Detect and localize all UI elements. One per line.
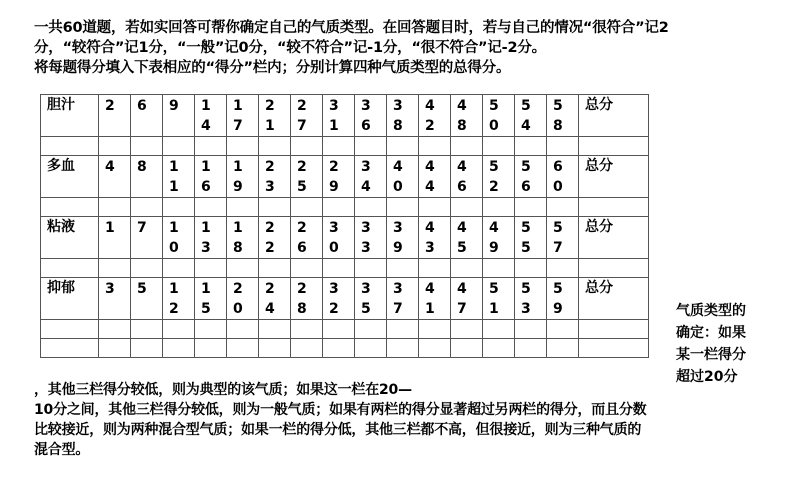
question-number-text: 17	[233, 98, 243, 134]
question-number	[419, 95, 451, 137]
score-cell[interactable]	[355, 259, 387, 278]
score-cell[interactable]	[195, 320, 227, 339]
question-number	[291, 217, 323, 259]
question-number-text: 46	[457, 159, 467, 195]
score-cell[interactable]	[515, 259, 547, 278]
question-number	[227, 95, 259, 137]
question-number-text: 44	[425, 159, 435, 195]
score-entry-row	[41, 198, 649, 217]
score-cell[interactable]	[579, 339, 649, 358]
question-number	[131, 217, 163, 259]
question-number-text: 11	[169, 159, 179, 195]
question-number-text: 31	[329, 98, 339, 134]
question-number	[99, 278, 131, 320]
score-cell[interactable]	[163, 339, 195, 358]
score-cell[interactable]	[419, 339, 451, 358]
score-cell[interactable]	[259, 320, 291, 339]
question-number	[195, 217, 227, 259]
question-number	[451, 95, 483, 137]
question-number	[451, 217, 483, 259]
score-cell[interactable]	[41, 320, 99, 339]
question-number	[259, 95, 291, 137]
question-number-text: 47	[457, 281, 467, 317]
score-cell[interactable]	[547, 198, 579, 217]
score-cell[interactable]	[547, 339, 579, 358]
question-number-text: 52	[489, 159, 499, 195]
question-number-text: 12	[169, 281, 179, 317]
question-number	[355, 278, 387, 320]
question-number-text: 48	[457, 98, 467, 134]
question-number-text: 42	[425, 98, 435, 134]
temperament-label: 抑郁	[41, 278, 99, 320]
score-cell[interactable]	[355, 339, 387, 358]
question-number-text: 10	[169, 220, 179, 256]
conclusion-line: 10分之间，其他三栏得分较低，则为一般气质；如果有两栏的得分显著超过另两栏的得分，而且分数	[34, 402, 647, 418]
question-number	[163, 217, 195, 259]
question-row	[41, 95, 649, 137]
conclusion-line: 比较接近，则为两种混合型气质；如果一栏的得分低，其他三栏都不高，但很接近，则为三种气质的	[34, 422, 642, 438]
score-cell[interactable]	[515, 320, 547, 339]
question-number	[419, 278, 451, 320]
score-cell[interactable]	[291, 320, 323, 339]
score-cell[interactable]	[291, 198, 323, 217]
question-number	[163, 278, 195, 320]
question-number	[291, 278, 323, 320]
question-number	[515, 217, 547, 259]
question-number	[291, 95, 323, 137]
total-label: 总分	[579, 156, 649, 198]
score-cell[interactable]	[515, 137, 547, 156]
question-number-text: 28	[297, 281, 307, 317]
question-number-text: 32	[329, 281, 339, 317]
question-number-text: 29	[329, 159, 339, 195]
question-number-text: 27	[297, 98, 307, 134]
question-number-text: 14	[201, 98, 211, 134]
score-cell[interactable]	[131, 320, 163, 339]
question-number-text: 3	[105, 281, 115, 297]
question-number	[355, 156, 387, 198]
score-cell[interactable]	[227, 198, 259, 217]
side-note-line: 确定：如果	[676, 325, 746, 341]
score-cell[interactable]	[451, 339, 483, 358]
score-cell[interactable]	[515, 198, 547, 217]
question-number	[451, 156, 483, 198]
score-cell[interactable]	[259, 259, 291, 278]
question-number-text: 57	[553, 220, 563, 256]
question-number	[227, 278, 259, 320]
question-number	[99, 217, 131, 259]
question-number-text: 55	[521, 220, 531, 256]
score-cell[interactable]	[323, 198, 355, 217]
score-cell[interactable]	[579, 259, 649, 278]
score-cell[interactable]	[355, 198, 387, 217]
score-cell[interactable]	[163, 259, 195, 278]
question-number	[259, 156, 291, 198]
question-number	[451, 278, 483, 320]
score-cell[interactable]	[323, 259, 355, 278]
score-cell[interactable]	[291, 259, 323, 278]
question-number	[227, 156, 259, 198]
question-number-text: 24	[265, 281, 275, 317]
instructions	[34, 18, 774, 78]
score-cell[interactable]	[291, 137, 323, 156]
side-note-line: 气质类型的	[676, 303, 746, 319]
question-number-text: 6	[137, 98, 147, 114]
question-number	[483, 278, 515, 320]
score-cell[interactable]	[483, 137, 515, 156]
score-cell[interactable]	[99, 339, 131, 358]
question-number	[547, 278, 579, 320]
side-note-line: 超过20分	[676, 369, 738, 385]
question-number	[131, 278, 163, 320]
score-cell[interactable]	[451, 198, 483, 217]
score-cell[interactable]	[131, 137, 163, 156]
score-cell[interactable]	[195, 137, 227, 156]
score-cell[interactable]	[579, 198, 649, 217]
score-cell[interactable]	[579, 137, 649, 156]
question-number-text: 38	[393, 98, 403, 134]
score-cell[interactable]	[227, 259, 259, 278]
score-cell[interactable]	[579, 320, 649, 339]
score-cell[interactable]	[131, 198, 163, 217]
score-cell[interactable]	[547, 320, 579, 339]
score-cell[interactable]	[419, 137, 451, 156]
score-cell[interactable]	[547, 137, 579, 156]
question-number-text: 58	[553, 98, 563, 134]
score-cell[interactable]	[451, 320, 483, 339]
question-number-text: 43	[425, 220, 435, 256]
question-number	[387, 95, 419, 137]
instructions-line: 一共60道题，若如实回答可帮你确定自己的气质类型。在回答题目时，若与自己的情况“很符合”记2	[34, 20, 669, 36]
score-cell[interactable]	[195, 198, 227, 217]
score-entry-row	[41, 320, 649, 339]
score-cell[interactable]	[41, 339, 99, 358]
question-number	[259, 217, 291, 259]
score-cell[interactable]	[387, 320, 419, 339]
score-cell[interactable]	[227, 137, 259, 156]
total-label: 总分	[579, 95, 649, 137]
question-number	[483, 156, 515, 198]
total-label: 总分	[579, 278, 649, 320]
question-number-text: 60	[553, 159, 563, 195]
score-cell[interactable]	[451, 137, 483, 156]
question-number-text: 40	[393, 159, 403, 195]
score-cell[interactable]	[355, 137, 387, 156]
question-number	[323, 217, 355, 259]
question-number	[387, 278, 419, 320]
question-number	[547, 95, 579, 137]
score-cell[interactable]	[323, 320, 355, 339]
side-note-line: 某一栏得分	[676, 347, 746, 363]
conclusion-text	[34, 380, 774, 460]
score-cell[interactable]	[387, 259, 419, 278]
score-cell[interactable]	[515, 339, 547, 358]
question-number-text: 49	[489, 220, 499, 256]
question-number-text: 33	[361, 220, 371, 256]
question-number-text: 7	[137, 220, 147, 236]
score-cell[interactable]	[259, 137, 291, 156]
question-number-text: 25	[297, 159, 307, 195]
question-number-text: 34	[361, 159, 371, 195]
conclusion-line: ，其他三栏得分较低，则为典型的该气质；如果这一栏在20—	[34, 382, 412, 398]
score-cell[interactable]	[323, 339, 355, 358]
question-number	[323, 278, 355, 320]
score-cell[interactable]	[259, 339, 291, 358]
question-number-text: 36	[361, 98, 371, 134]
question-number	[131, 95, 163, 137]
score-cell[interactable]	[227, 320, 259, 339]
score-cell[interactable]	[99, 137, 131, 156]
question-number	[515, 278, 547, 320]
score-cell[interactable]	[419, 320, 451, 339]
question-number-text: 30	[329, 220, 339, 256]
score-entry-row	[41, 259, 649, 278]
score-cell[interactable]	[195, 259, 227, 278]
score-cell[interactable]	[419, 198, 451, 217]
question-number	[419, 217, 451, 259]
question-row	[41, 156, 649, 198]
question-number	[387, 156, 419, 198]
score-cell[interactable]	[483, 320, 515, 339]
score-cell[interactable]	[227, 339, 259, 358]
question-number	[99, 156, 131, 198]
question-number	[355, 95, 387, 137]
question-number	[195, 95, 227, 137]
score-cell[interactable]	[131, 339, 163, 358]
question-number	[323, 95, 355, 137]
question-number-text: 23	[265, 159, 275, 195]
score-cell[interactable]	[547, 259, 579, 278]
instructions-line: 分，“较符合”记1分，“一般”记0分，“较不符合”记-1分，“很不符合”记-2分。	[34, 40, 546, 56]
question-number-text: 56	[521, 159, 531, 195]
question-number-text: 5	[137, 281, 147, 297]
score-cell[interactable]	[387, 198, 419, 217]
question-number	[99, 95, 131, 137]
question-number	[131, 156, 163, 198]
question-number-text: 2	[105, 98, 115, 114]
score-cell[interactable]	[99, 198, 131, 217]
score-cell[interactable]	[419, 259, 451, 278]
score-cell[interactable]	[483, 339, 515, 358]
score-cell[interactable]	[163, 137, 195, 156]
question-number-text: 26	[297, 220, 307, 256]
score-cell[interactable]	[323, 137, 355, 156]
question-number-text: 50	[489, 98, 499, 134]
question-number	[163, 156, 195, 198]
question-number-text: 13	[201, 220, 211, 256]
score-entry-row	[41, 137, 649, 156]
question-number-text: 21	[265, 98, 275, 134]
question-number	[387, 217, 419, 259]
question-number-text: 22	[265, 220, 275, 256]
question-number	[163, 95, 195, 137]
question-number-text: 20	[233, 281, 243, 317]
temperament-label: 胆汁	[41, 95, 99, 137]
total-label: 总分	[579, 217, 649, 259]
score-cell[interactable]	[483, 198, 515, 217]
question-number-text: 53	[521, 281, 531, 317]
score-entry-row	[41, 339, 649, 358]
conclusion-line: 混合型。	[34, 442, 90, 458]
question-number	[291, 156, 323, 198]
question-number	[259, 278, 291, 320]
question-number	[483, 217, 515, 259]
score-cell[interactable]	[355, 320, 387, 339]
question-number-text: 39	[393, 220, 403, 256]
question-number-text: 51	[489, 281, 499, 317]
question-number	[483, 95, 515, 137]
question-number-text: 15	[201, 281, 211, 317]
question-row	[41, 217, 649, 259]
question-number-text: 19	[233, 159, 243, 195]
question-number	[419, 156, 451, 198]
question-number-text: 16	[201, 159, 211, 195]
score-cell[interactable]	[387, 137, 419, 156]
score-cell[interactable]	[99, 259, 131, 278]
score-cell[interactable]	[259, 198, 291, 217]
score-cell[interactable]	[41, 137, 99, 156]
question-number-text: 35	[361, 281, 371, 317]
score-cell[interactable]	[41, 198, 99, 217]
score-cell[interactable]	[451, 259, 483, 278]
question-number-text: 9	[169, 98, 179, 114]
score-cell[interactable]	[387, 339, 419, 358]
question-number-text: 45	[457, 220, 467, 256]
question-number-text: 37	[393, 281, 403, 317]
score-cell[interactable]	[291, 339, 323, 358]
question-number-text: 8	[137, 159, 147, 175]
question-number	[323, 156, 355, 198]
question-number	[195, 278, 227, 320]
score-cell[interactable]	[41, 259, 99, 278]
question-number-text: 59	[553, 281, 563, 317]
side-note	[676, 300, 786, 388]
question-number-text: 1	[105, 220, 115, 236]
instructions-line: 将每题得分填入下表相应的“得分”栏内；分别计算四种气质类型的总得分。	[34, 60, 511, 76]
question-number-text: 18	[233, 220, 243, 256]
score-cell[interactable]	[483, 259, 515, 278]
question-number	[227, 217, 259, 259]
score-cell[interactable]	[131, 259, 163, 278]
score-cell[interactable]	[163, 198, 195, 217]
score-cell[interactable]	[163, 320, 195, 339]
question-number	[547, 156, 579, 198]
score-table	[40, 94, 649, 358]
question-number	[355, 217, 387, 259]
score-cell[interactable]	[195, 339, 227, 358]
score-cell[interactable]	[99, 320, 131, 339]
temperament-label: 多血	[41, 156, 99, 198]
question-number	[547, 217, 579, 259]
question-number	[515, 95, 547, 137]
question-number-text: 41	[425, 281, 435, 317]
question-number-text: 4	[105, 159, 115, 175]
question-number-text: 54	[521, 98, 531, 134]
question-number	[515, 156, 547, 198]
question-number	[195, 156, 227, 198]
temperament-label: 粘液	[41, 217, 99, 259]
question-row	[41, 278, 649, 320]
